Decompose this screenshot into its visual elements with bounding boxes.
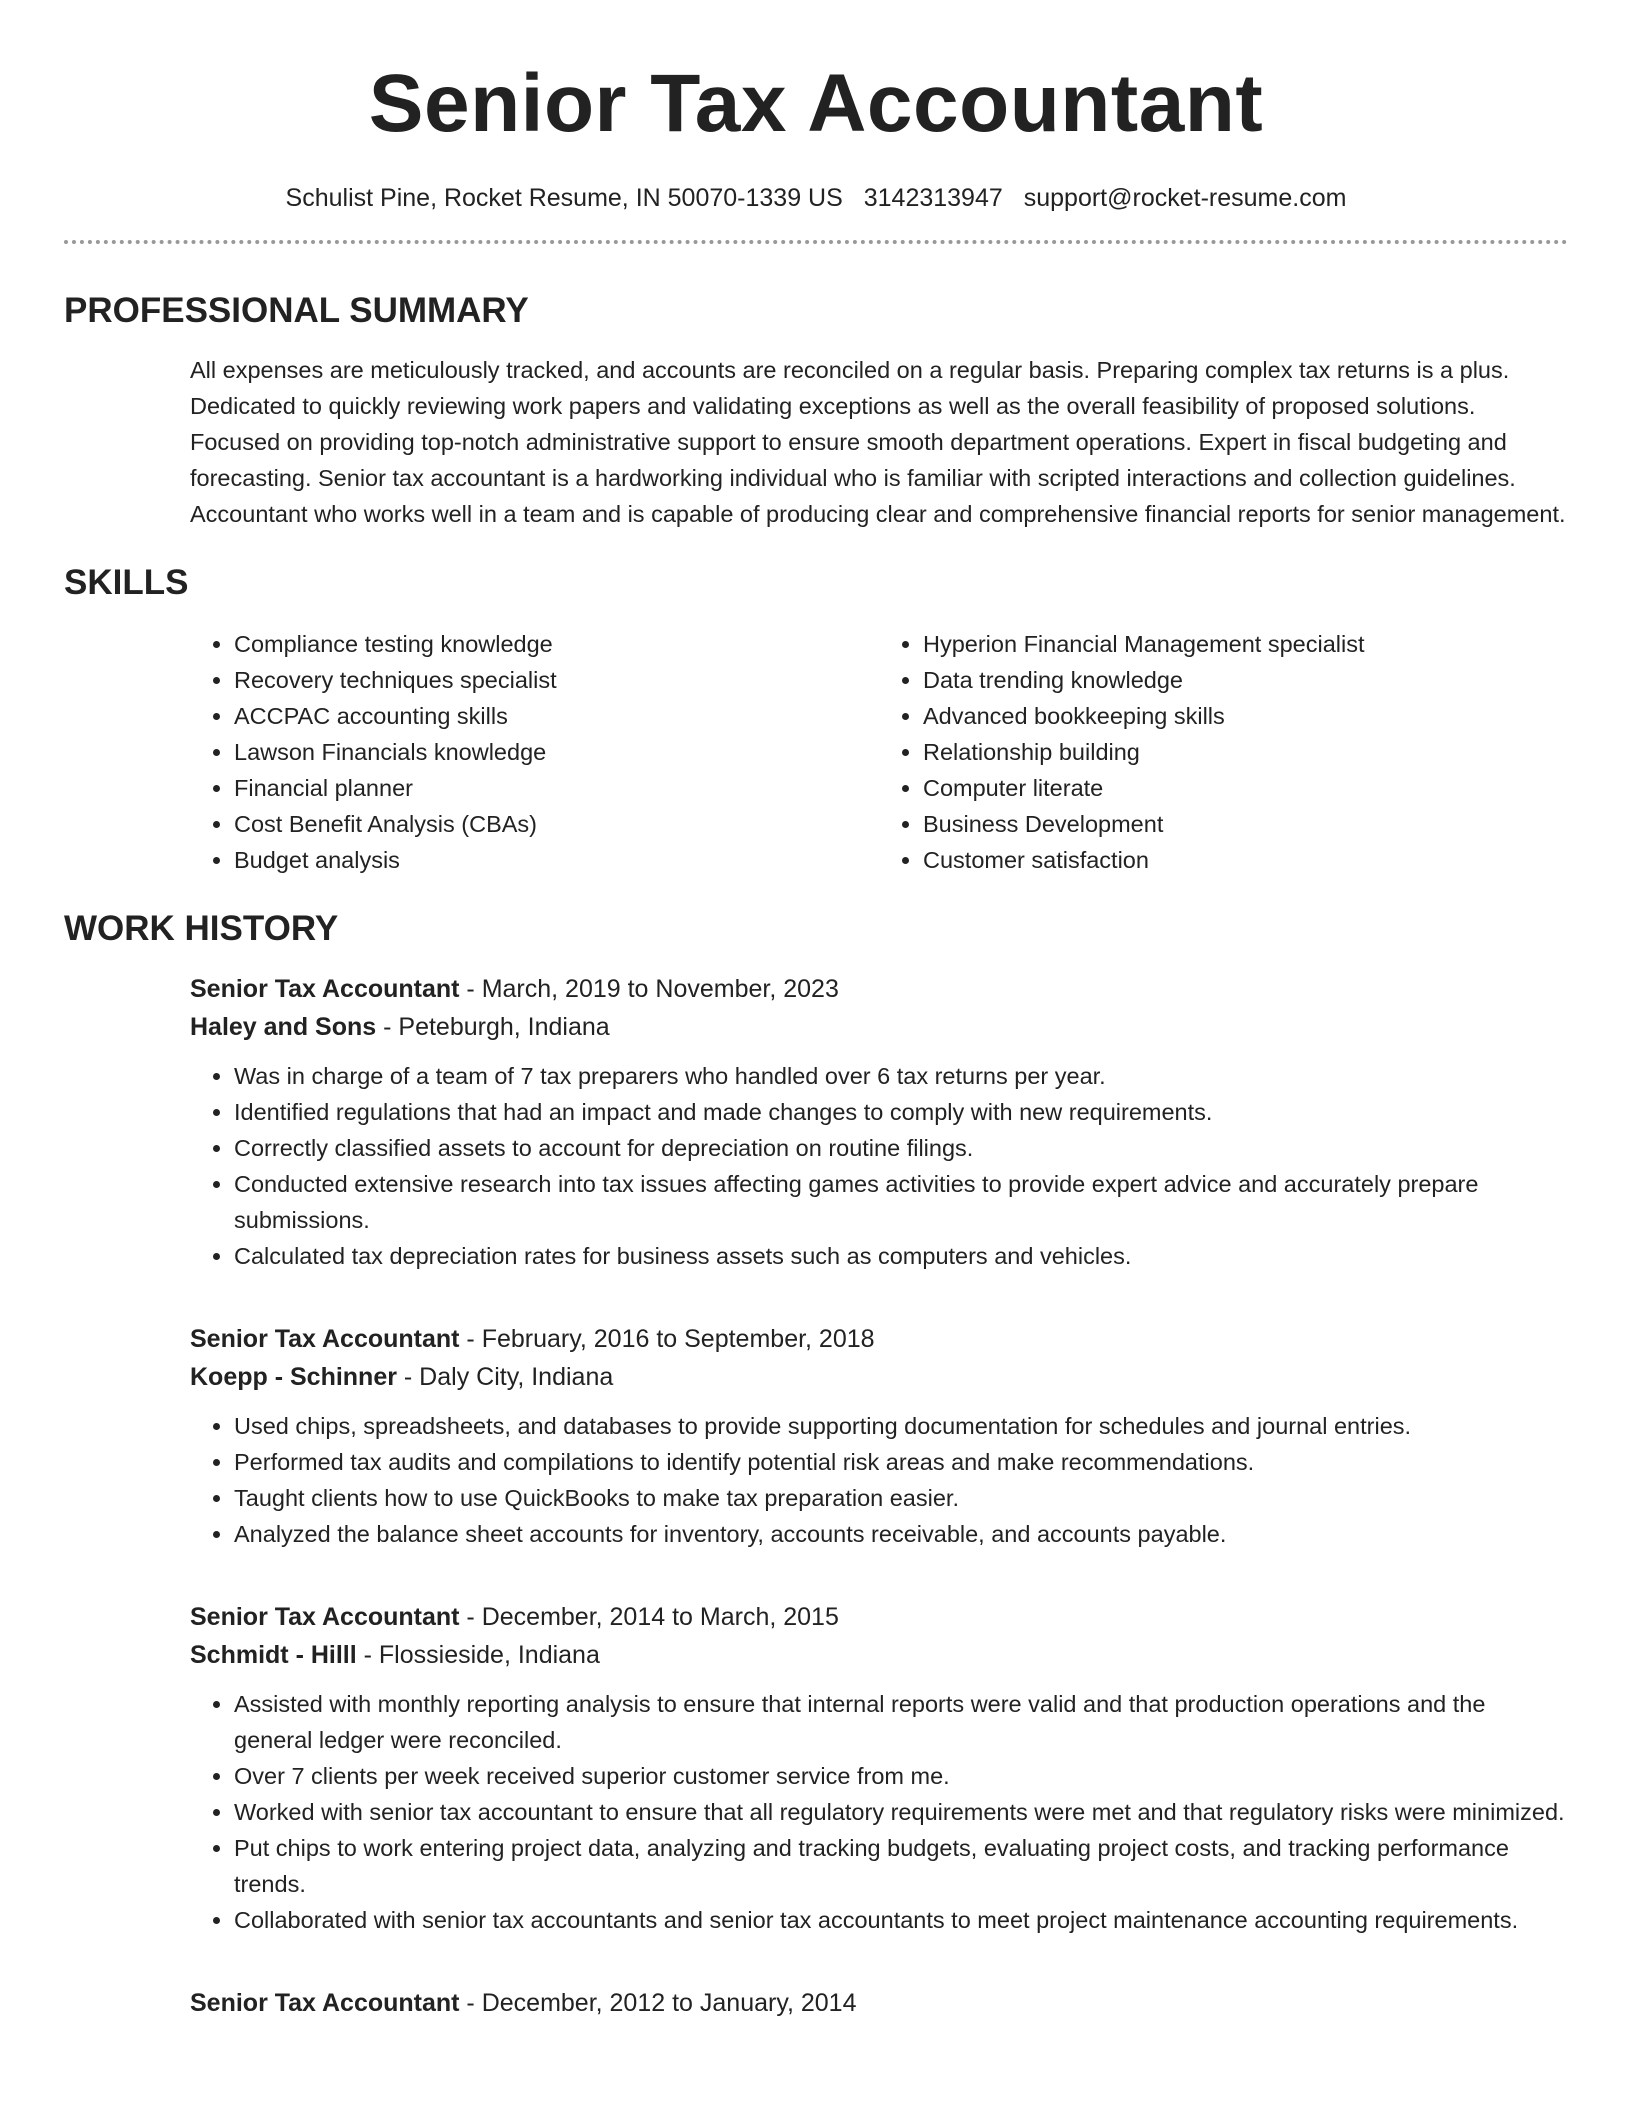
job-bullets — [190, 1058, 1568, 1274]
skill-item: • Budget analysis — [234, 842, 879, 878]
job-role: Senior Tax Accountant — [190, 975, 460, 1003]
job-bullet: • Used chips, spreadsheets, and databases to provide supporting documentation for schedules and journal entries. — [234, 1408, 1568, 1444]
job-entry — [190, 1984, 1568, 2022]
job-bullet: • Worked with senior tax accountant to ensure that all regulatory requirements were met and that regulatory risks were minimized. — [234, 1794, 1568, 1830]
job-role: Senior Tax Accountant — [190, 1603, 460, 1631]
skill-item: • Advanced bookkeeping skills — [923, 698, 1568, 734]
skill-item: • Cost Benefit Analysis (CBAs) — [234, 806, 879, 842]
skill-item: • Business Development — [923, 806, 1568, 842]
skills-column-right — [879, 626, 1568, 878]
job-bullet: • Was in charge of a team of 7 tax preparers who handled over 6 tax returns per year. — [234, 1058, 1568, 1094]
job-company-line — [190, 1636, 1568, 1674]
job-bullet: • Taught clients how to use QuickBooks to make tax preparation easier. — [234, 1480, 1568, 1516]
job-location: - Flossieside, Indiana — [356, 1641, 600, 1669]
job-company: Schmidt - Hilll — [190, 1641, 357, 1669]
job-bullet: • Collaborated with senior tax accountants and senior tax accountants to meet project maintenance accounting requirements. — [234, 1902, 1568, 1938]
job-company-line — [190, 1358, 1568, 1396]
job-location: - Peteburgh, Indiana — [376, 1013, 610, 1041]
job-dates: - December, 2014 to March, 2015 — [459, 1603, 839, 1631]
job-role: Senior Tax Accountant — [190, 1325, 460, 1353]
skill-item: • Data trending knowledge — [923, 662, 1568, 698]
skills-section — [64, 626, 1568, 878]
skill-item: • Lawson Financials knowledge — [234, 734, 879, 770]
job-dates: - March, 2019 to November, 2023 — [459, 975, 839, 1003]
job-title-line — [190, 1598, 1568, 1636]
skill-item: • Customer satisfaction — [923, 842, 1568, 878]
job-bullet: • Correctly classified assets to account for depreciation on routine filings. — [234, 1130, 1568, 1166]
skill-item: • Hyperion Financial Management specialist — [923, 626, 1568, 662]
job-bullet: • Calculated tax depreciation rates for business assets such as computers and vehicles. — [234, 1238, 1568, 1274]
summary-heading: PROFESSIONAL SUMMARY — [64, 291, 529, 330]
summary-text: All expenses are meticulously tracked, and accounts are reconciled on a regular basis. Preparing complex tax returns is a plus. Dedicated to quickly reviewing work papers and validating exceptions as well as the overall feasibility of proposed solutions. Focused on providing top-notch administrative support to ensure smooth department operations. Expert in fiscal budgeting and forecasting. Senior tax accountant is a hardworking individual who is familiar with scripted interactions and collection guidelines. Accountant who works well in a team and is capable of producing clear and comprehensive financial reports for senior management. — [190, 357, 1566, 527]
job-location: - Daly City, Indiana — [396, 1363, 614, 1391]
job-bullet: • Conducted extensive research into tax issues affecting games activities to provide expert advice and accurately prepare submissions. — [234, 1166, 1568, 1238]
header-divider — [64, 240, 1568, 244]
skill-item: • Recovery techniques specialist — [234, 662, 879, 698]
contact-line — [64, 182, 1568, 214]
job-bullets — [190, 1686, 1568, 1938]
job-bullet: • Analyzed the balance sheet accounts for inventory, accounts receivable, and accounts payable. — [234, 1516, 1568, 1552]
job-company-line — [190, 1008, 1568, 1046]
job-entry — [190, 1598, 1568, 1938]
skill-item: • Compliance testing knowledge — [234, 626, 879, 662]
job-role: Senior Tax Accountant — [190, 1989, 460, 2017]
job-dates: - February, 2016 to September, 2018 — [459, 1325, 875, 1353]
contact-address: Schulist Pine, Rocket Resume, IN 50070-1339 US — [285, 184, 843, 212]
skill-item: • Financial planner — [234, 770, 879, 806]
resume-name: Senior Tax Accountant — [368, 58, 1264, 149]
work-history-heading: WORK HISTORY — [64, 909, 339, 948]
job-entry — [190, 1320, 1568, 1552]
job-bullets — [190, 1408, 1568, 1552]
job-entry — [190, 970, 1568, 1274]
job-title-line — [190, 1984, 1568, 2022]
skill-item: • Relationship building — [923, 734, 1568, 770]
contact-phone: 3142313947 — [863, 184, 1003, 212]
job-bullet: • Assisted with monthly reporting analysis to ensure that internal reports were valid and that production operations and the general ledger were reconciled. — [234, 1686, 1568, 1758]
skill-item: • Computer literate — [923, 770, 1568, 806]
skills-heading: SKILLS — [64, 563, 189, 602]
job-bullet: • Over 7 clients per week received superior customer service from me. — [234, 1758, 1568, 1794]
job-title-line — [190, 970, 1568, 1008]
work-history-list — [64, 970, 1568, 2022]
job-bullet: • Identified regulations that had an impact and made changes to comply with new requirements. — [234, 1094, 1568, 1130]
job-bullet: • Performed tax audits and compilations to identify potential risk areas and make recommendations. — [234, 1444, 1568, 1480]
skills-grid — [190, 626, 1568, 878]
job-company: Koepp - Schinner — [190, 1363, 397, 1391]
job-dates: - December, 2012 to January, 2014 — [459, 1989, 857, 2017]
skill-item: • ACCPAC accounting skills — [234, 698, 879, 734]
contact-email: support@rocket-resume.com — [1023, 184, 1347, 212]
skills-column-left — [190, 626, 879, 878]
job-title-line — [190, 1320, 1568, 1358]
job-company: Haley and Sons — [190, 1013, 377, 1041]
job-bullet: • Put chips to work entering project data, analyzing and tracking budgets, evaluating project costs, and tracking performance trends. — [234, 1830, 1568, 1902]
